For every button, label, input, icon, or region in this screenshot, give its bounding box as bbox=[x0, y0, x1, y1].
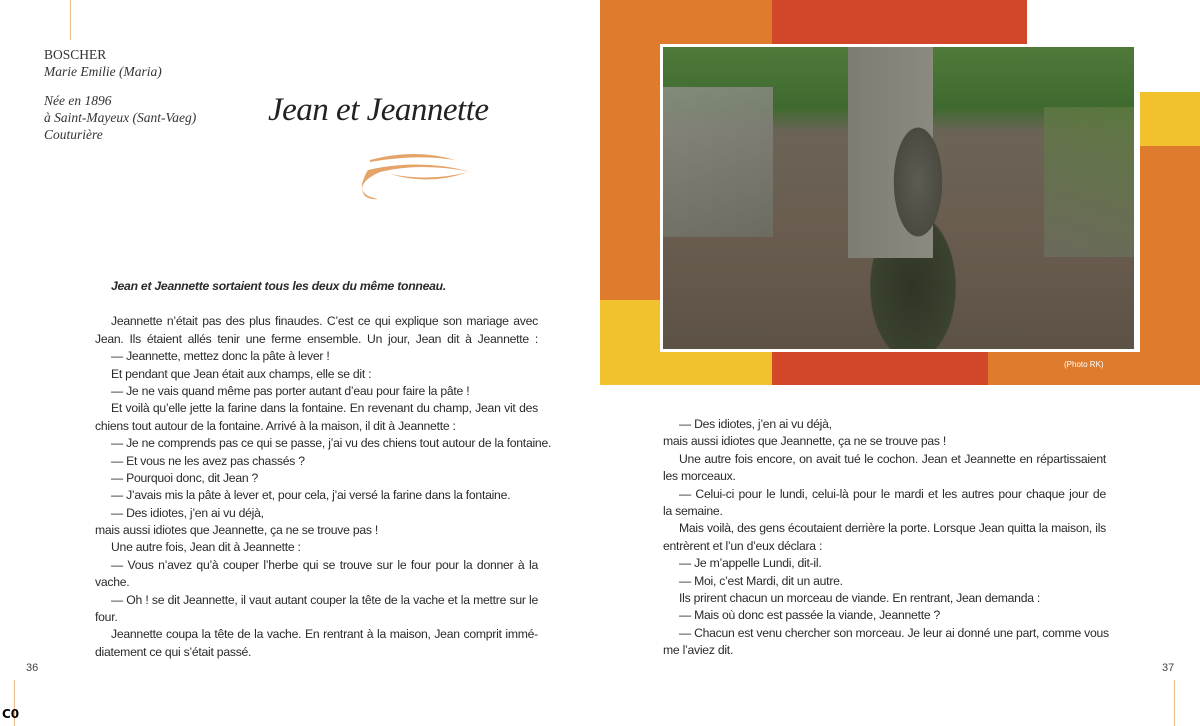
right-text-column bbox=[663, 416, 1109, 659]
text-line: Et pendant que Jean était aux champs, elle se dit : bbox=[111, 366, 372, 381]
text-line: les morceaux. bbox=[663, 469, 736, 484]
text-line: — Pourquoi donc, dit Jean ? bbox=[111, 470, 259, 485]
text-line: Mais voilà, des gens écoutaient derrière la porte. Lorsque Jean quitta la maison, ils bbox=[679, 521, 1106, 536]
text-line: Une autre fois, Jean dit à Jeannette : bbox=[111, 540, 301, 555]
text-line: entrèrent et l’un d’eux déclara : bbox=[663, 538, 823, 553]
text-line: Jeannette n’était pas des plus finaudes. C’est ce qui explique son mariage avec bbox=[111, 314, 538, 329]
red-block bbox=[772, 0, 1027, 44]
text-line: — Je m’appelle Lundi, dit-il. bbox=[679, 556, 822, 571]
text-line: mais aussi idiotes que Jeannette, ça ne se trouve pas ! bbox=[663, 434, 946, 449]
photo-caption: (Photo RK) bbox=[1064, 360, 1104, 369]
text-line: — Chacun est venu chercher son morceau. Je leur ai donné une part, comme vous bbox=[679, 625, 1109, 640]
text-line: mais aussi idiotes que Jeannette, ça ne se trouve pas ! bbox=[95, 523, 378, 538]
text-line: Et voilà qu’elle jette la farine dans la fontaine. En revenant du champ, Jean vit des bbox=[111, 401, 538, 416]
text-line: — Des idiotes, j’en ai vu déjà, bbox=[111, 505, 264, 520]
text-line: — Et vous ne les avez pas chassés ? bbox=[111, 453, 305, 468]
orange-block bbox=[1140, 146, 1200, 385]
author-surname: BOSCHER bbox=[44, 47, 107, 62]
text-line: diatement ce qui s’était passé. bbox=[95, 644, 252, 659]
corner-mark: C0 bbox=[2, 707, 20, 721]
author-given-name: Marie Emilie (Maria) bbox=[44, 64, 162, 79]
page-number-right: 37 bbox=[1162, 662, 1175, 674]
text-line: Ils prirent chacun un morceau de viande. En rentrant, Jean demanda : bbox=[679, 590, 1041, 605]
author-birth: Née en 1896 bbox=[44, 93, 112, 108]
text-line: chiens tout autour de la fontaine. Arrivé à la maison, il dit à Jeannette : bbox=[95, 418, 456, 433]
author-block bbox=[44, 46, 196, 143]
text-line: — Jeannette, mettez donc la pâte à lever ! bbox=[111, 349, 330, 364]
text-line: — Vous n’avez qu’à couper l’herbe qui se trouve sur le four pour la donner à la bbox=[111, 557, 538, 572]
flourish-ornament-icon bbox=[350, 148, 475, 203]
story-title: Jean et Jeannette bbox=[268, 92, 489, 128]
text-line: — Je ne vais quand même pas porter autant d’eau pour faire la pâte ! bbox=[111, 383, 470, 398]
text-line: Jean. Ils étaient allés tenir une ferme ensemble. Un jour, Jean dit à Jeannette : bbox=[95, 331, 538, 346]
text-line: — Moi, c’est Mardi, dit un autre. bbox=[679, 573, 843, 588]
text-line: — Mais où donc est passée la viande, Jeannette ? bbox=[679, 608, 941, 623]
text-line: la semaine. bbox=[663, 503, 723, 518]
author-occupation: Couturière bbox=[44, 127, 103, 142]
page-number-left: 36 bbox=[26, 662, 39, 674]
yellow-block bbox=[1140, 92, 1200, 146]
left-text-column bbox=[95, 278, 552, 661]
text-line: four. bbox=[95, 610, 118, 625]
text-line: Une autre fois encore, on avait tué le cochon. Jean et Jeannette en répartissaient bbox=[679, 451, 1106, 466]
bottom-right-rule bbox=[1174, 680, 1175, 726]
text-line: — Celui-ci pour le lundi, celui-là pour le mardi et les autres pour chaque jour de bbox=[679, 486, 1106, 501]
red-block bbox=[772, 352, 988, 385]
text-line: me l’aviez dit. bbox=[663, 643, 734, 658]
text-line: Jeannette coupa la tête de la vache. En rentrant à la maison, Jean comprit immé- bbox=[111, 627, 538, 642]
text-line: vache. bbox=[95, 575, 130, 590]
text-line: — Oh ! se dit Jeannette, il vaut autant couper la tête de la vache et la mettre sur le bbox=[111, 592, 538, 607]
text-line: — Je ne comprends pas ce qui se passe, j’ai vu des chiens tout autour de la fontaine. bbox=[111, 436, 552, 451]
lead-sentence: Jean et Jeannette sortaient tous les deux du même tonneau. bbox=[111, 279, 446, 293]
text-line: — J’avais mis la pâte à lever et, pour cela, j’ai versé la farine dans la fontaine. bbox=[111, 488, 511, 503]
text-line: — Des idiotes, j’en ai vu déjà, bbox=[679, 417, 832, 431]
author-place: à Saint-Mayeux (Sant-Vaeg) bbox=[44, 110, 197, 125]
top-rule bbox=[70, 0, 71, 40]
fountain-photo bbox=[660, 44, 1137, 352]
